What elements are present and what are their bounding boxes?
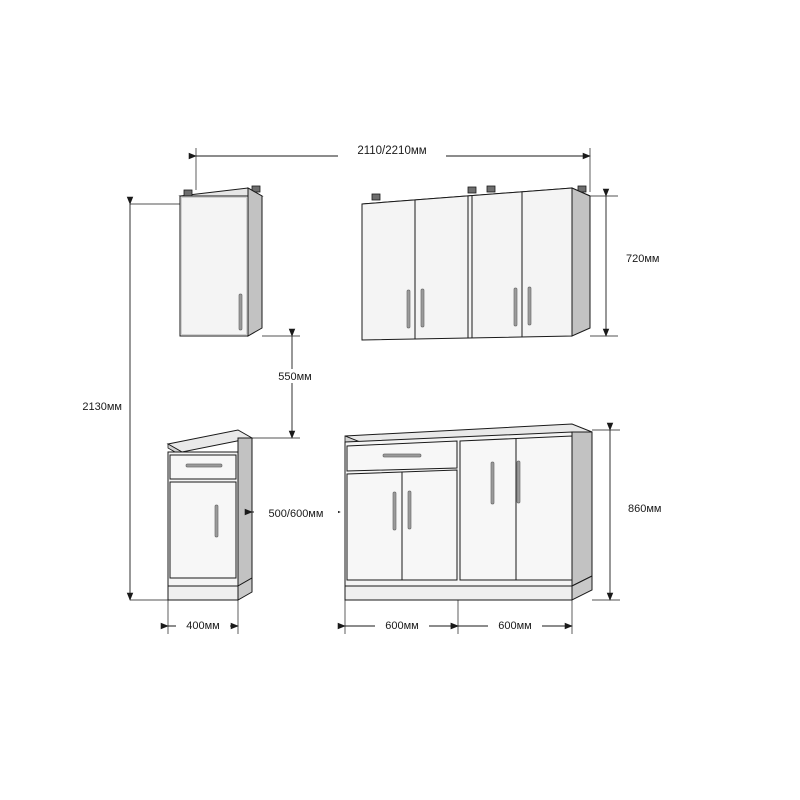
- dimension-label-base-left-width: 600мм: [385, 620, 419, 632]
- dimension-label-total-height: 2130мм: [82, 401, 122, 413]
- door-handle-icon: [407, 290, 410, 328]
- drawer-handle-icon: [186, 464, 222, 467]
- dimension-label-narrow-width: 400мм: [186, 620, 220, 632]
- upper-narrow-cabinet: [180, 186, 262, 336]
- door-handle-icon: [491, 462, 494, 504]
- dimension-label-base-right-width: 600мм: [498, 620, 532, 632]
- door-handle-icon: [239, 294, 242, 330]
- dimension-label-base-height: 860мм: [628, 503, 662, 515]
- dimension-label-top-width: 2110/2210мм: [357, 145, 427, 157]
- wall-bracket-icon: [487, 186, 495, 192]
- door-handle-icon: [517, 461, 520, 503]
- door-handle-icon: [528, 287, 531, 325]
- base-wide-cabinet: [345, 424, 592, 600]
- wall-bracket-icon: [468, 187, 476, 193]
- plinth: [345, 586, 572, 600]
- cabinet-door: [170, 482, 236, 578]
- cabinet-door: [180, 196, 248, 336]
- door-handle-icon: [215, 505, 218, 537]
- door-handle-icon: [514, 288, 517, 326]
- dimension-label-upper-height: 720мм: [626, 253, 660, 265]
- dimension-label-depth: 500/600мм: [268, 508, 324, 520]
- door-handle-icon: [421, 289, 424, 327]
- wall-bracket-icon: [372, 194, 380, 200]
- drawer-handle-icon: [383, 454, 421, 457]
- plinth: [168, 586, 238, 600]
- wall-bracket-icon: [184, 190, 192, 196]
- door-handle-icon: [393, 492, 396, 530]
- base-narrow-cabinet: [168, 430, 252, 600]
- upper-wide-cabinet: [362, 186, 590, 340]
- door-handle-icon: [408, 491, 411, 529]
- dimension-label-gap-height: 550мм: [278, 371, 312, 383]
